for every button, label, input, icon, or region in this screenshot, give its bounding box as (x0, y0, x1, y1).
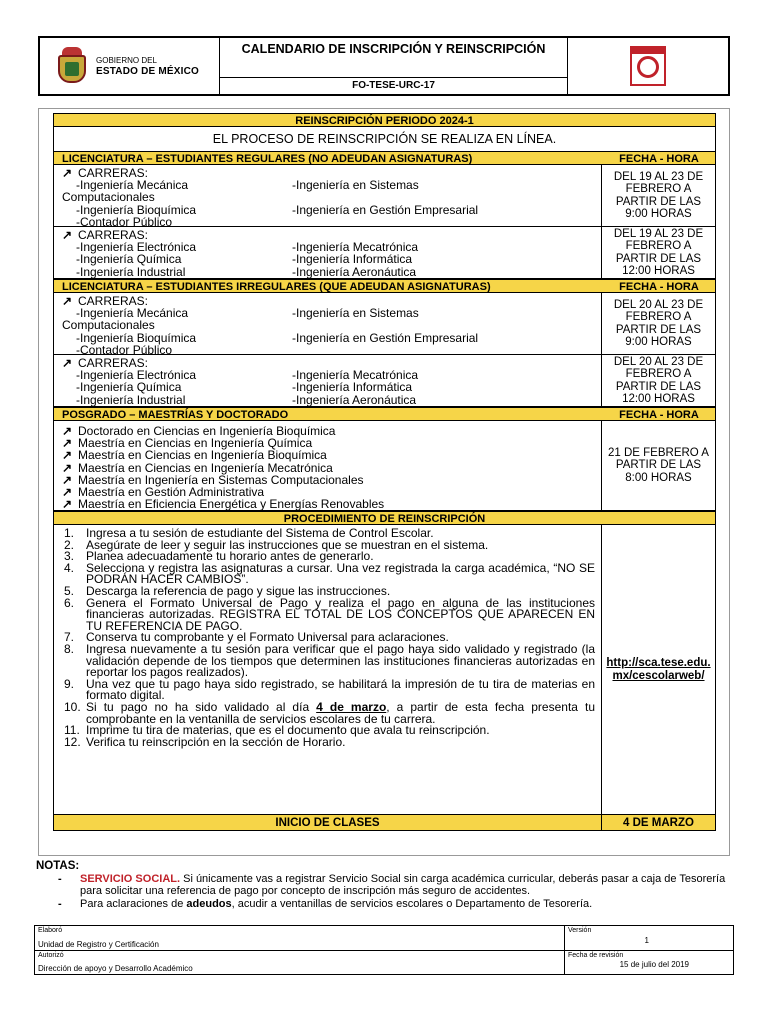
document-title: CALENDARIO DE INSCRIPCIÓN Y REINSCRIPCIÓN (220, 38, 567, 78)
career-item: -Ingeniería en Gestión Empresarial (292, 330, 479, 345)
autorizo-value: Dirección de apoyo y Desarrollo Académico (38, 964, 193, 973)
list-item: 7. Conserva tu comprobante y el Formato Universal para aclaraciones. (64, 630, 449, 645)
procedure-row (53, 525, 716, 815)
career-item: -Ingeniería Química (76, 380, 182, 395)
version-label: Versión (568, 927, 592, 934)
inicio-clases-row (53, 815, 716, 831)
arrow-bullet-icon: ↗ (62, 294, 73, 308)
section-title: LICENCIATURA – ESTUDIANTES IRREGULARES (QUE ADEUDAN ASIGNATURAS) (62, 281, 491, 293)
section-header-regulares (53, 151, 716, 165)
header-title-block (220, 38, 568, 94)
list-item: 11. Imprime tu tira de materias, que es el documento que avala tu reinscripción. (64, 723, 490, 738)
government-name (96, 55, 199, 77)
career-item: -Ingeniería Aeronáutica (292, 264, 417, 279)
note-item: - Para aclaraciones de adeudos, acudir a ventanillas de servicios escolares o Departamento de Tesorería. (58, 897, 593, 910)
career-item: -Ingeniería Industrial (76, 264, 186, 279)
list-item: 12. Verifica tu reinscripción en la sección de Horario. (64, 734, 346, 749)
notes-title: NOTAS: (36, 860, 80, 872)
career-item-continuation: Computacionales (62, 190, 155, 205)
gov-line1: GOBIERNO DEL (96, 56, 157, 65)
section-title: LICENCIATURA – ESTUDIANTES REGULARES (NO ADEUDAN ASIGNATURAS) (62, 153, 473, 165)
online-note: EL PROCESO DE REINSCRIPCIÓN SE REALIZA EN LÍNEA. (53, 127, 716, 151)
autorizo-label: Autorizó (38, 951, 64, 959)
government-logo-area (40, 38, 220, 94)
list-item: 6. Genera el Formato Universal de Pago y realiza el pago en alguna de las instituciones financieras autorizadas. REGISTRA EL TOTAL DE LOS CONCEPTOS QUE APARECEN EN TU REFERENCIA DE PAGO. (64, 595, 595, 633)
career-item: -Ingeniería Informática (292, 252, 413, 267)
arrow-bullet-icon: ↗ (62, 356, 73, 370)
career-item: -Ingeniería Mecatrónica (292, 368, 419, 383)
note-item: - SERVICIO SOCIAL. Si únicamente vas a registrar Servicio Social sin carga académica curricular, deberás pasar a caja de Tesorería para solicitar una referencia de pago por concepto de inscripción más seguro de accidentes. (58, 872, 726, 897)
gov-line2: ESTADO DE MÉXICO (96, 66, 200, 77)
arrow-bullet-icon: ↗ (62, 472, 73, 487)
posgrado-row (53, 421, 716, 511)
version-value: 1 (644, 935, 649, 945)
calendar-table (53, 113, 716, 831)
career-item: -Ingeniería Mecánica (76, 178, 189, 193)
arrow-bullet-icon: ↗ (62, 448, 73, 463)
inicio-label: INICIO DE CLASES (54, 815, 602, 830)
tese-logo-area (568, 38, 728, 94)
document-footer (34, 925, 734, 975)
schedule-date: DEL 19 AL 23 DE FEBRERO A PARTIR DE LAS 9:00 HORAS (613, 170, 704, 220)
tese-logo-icon (630, 46, 666, 86)
schedule-date: 21 DE FEBRERO A PARTIR DE LAS 8:00 HORAS (608, 446, 709, 484)
carreras-label: CARRERAS: (78, 356, 149, 370)
career-item: -Ingeniería Electrónica (76, 368, 197, 383)
list-item: ↗ Maestría en Gestión Administrativa (62, 485, 265, 500)
list-item: ↗ Maestría en Ciencias en Ingeniería Química (62, 436, 313, 451)
arrow-bullet-icon: ↗ (62, 485, 73, 500)
career-item: -Contador Público (76, 342, 173, 357)
carreras-label: CARRERAS: (78, 294, 149, 308)
list-item: 3. Planea adecuadamente tu horario antes de generarlo. (64, 549, 374, 564)
career-item: -Ingeniería en Sistemas (292, 178, 419, 193)
career-item: -Ingeniería Mecatrónica (292, 240, 419, 255)
control-escolar-link[interactable]: http://sca.tese.edu.mx/cescolarweb/ (606, 656, 711, 682)
section-header-posgrado (53, 407, 716, 421)
list-item: 2. Asegúrate de leer y seguir las instrucciones que se muestran en el sistema. (64, 537, 489, 552)
carreras-label: CARRERAS: (78, 166, 149, 180)
period-title: REINSCRIPCIÓN PERIODO 2024-1 (53, 113, 716, 127)
elaboro-label: Elaboró (38, 927, 63, 934)
list-item: 1. Ingresa a tu sesión de estudiante del Sistema de Control Escolar. (64, 526, 434, 540)
arrow-bullet-icon: ↗ (62, 497, 73, 512)
arrow-bullet-icon: ↗ (62, 228, 73, 242)
career-item: -Contador Público (76, 214, 173, 229)
career-item: -Ingeniería en Sistemas (292, 306, 419, 321)
highlight-date: 4 de marzo (316, 699, 387, 714)
document-code: FO-TESE-URC-17 (352, 80, 435, 91)
list-item: ↗ Maestría en Ciencias en Ingeniería Bioquímica (62, 448, 327, 463)
arrow-bullet-icon: ↗ (62, 436, 73, 451)
arrow-bullet-icon: ↗ (62, 166, 73, 180)
irregulares-group1-row (53, 293, 716, 355)
section-header-irregulares (53, 279, 716, 293)
arrow-bullet-icon: ↗ (62, 424, 73, 438)
fecha-revision-label: Fecha de revisión (568, 951, 624, 959)
list-item: ↗ Maestría en Eficiencia Energética y Energías Renovables (62, 497, 385, 512)
career-item: -Ingeniería Informática (292, 380, 413, 395)
arrow-bullet-icon: ↗ (62, 460, 73, 475)
career-item: -Ingeniería Bioquímica (76, 202, 197, 217)
schedule-date: DEL 20 AL 23 DE FEBRERO A PARTIR DE LAS 12:00 HORAS (613, 355, 704, 405)
career-item: -Ingeniería Mecánica (76, 306, 189, 321)
career-item: -Ingeniería Aeronáutica (292, 392, 417, 407)
regulares-group2-row (53, 227, 716, 279)
state-seal-icon (54, 45, 90, 87)
inicio-date: 4 DE MARZO (623, 817, 694, 829)
irregulares-group2-row (53, 355, 716, 407)
career-item-continuation: Computacionales (62, 318, 155, 333)
list-item: 4. Selecciona y registra las asignaturas a cursar. Una vez registrada la carga académica, “NO SE PODRÁN HACER CAMBIOS”. (64, 560, 595, 587)
list-item: 5. Descarga la referencia de pago y sigue las instrucciones. (64, 583, 391, 598)
list-item: 8. Ingresa nuevamente a tu sesión para verificar que el pago haya sido validado y registrado (la validación depende de los tiempos que determinen las instituciones financieras autorizadas en reportar los pagos realizados). (64, 641, 595, 680)
fecha-hora-label: FECHA - HORA (619, 281, 699, 293)
schedule-date: DEL 19 AL 23 DE FEBRERO A PARTIR DE LAS 12:00 HORAS (613, 227, 704, 277)
carreras-label: CARRERAS: (78, 228, 149, 242)
regulares-group1-row (53, 165, 716, 227)
procedure-title: PROCEDIMIENTO DE REINSCRIPCIÓN (53, 511, 716, 525)
fecha-hora-label: FECHA - HORA (619, 153, 699, 165)
career-item: -Ingeniería Bioquímica (76, 330, 197, 345)
list-item: ↗ Maestría en Ciencias en Ingeniería Mecatrónica (62, 460, 333, 475)
list-item: ↗ Maestría en Ingeniería en Sistemas Computacionales (62, 472, 364, 487)
note-emphasis: SERVICIO SOCIAL. (80, 872, 181, 885)
career-item: -Ingeniería en Gestión Empresarial (292, 202, 479, 217)
note-emphasis: adeudos (186, 897, 232, 910)
fecha-hora-label: FECHA - HORA (619, 409, 699, 421)
fecha-revision-value: 15 de julio del 2019 (619, 960, 689, 969)
section-title: POSGRADO – MAESTRÍAS Y DOCTORADO (62, 409, 289, 421)
career-item: -Ingeniería Industrial (76, 392, 186, 407)
list-item: ↗ Doctorado en Ciencias en Ingeniería Bioquímica (62, 424, 336, 438)
procedure-steps (64, 528, 595, 748)
list-item: 9. Una vez que tu pago haya sido registrado, se habilitará la impresión de tu tira de materias en formato digital. (64, 676, 595, 703)
list-item: 10. Si tu pago no ha sido validado al día 4 de marzo, a partir de esta fecha presenta tu comprobante en la ventanilla de servicios escolares de tu carrera. (64, 699, 595, 726)
career-item: -Ingeniería Química (76, 252, 182, 267)
elaboro-value: Unidad de Registro y Certificación (38, 939, 159, 949)
notes-section (36, 860, 736, 910)
career-item: -Ingeniería Electrónica (76, 240, 197, 255)
document-header (38, 36, 730, 96)
schedule-date: DEL 20 AL 23 DE FEBRERO A PARTIR DE LAS 9:00 HORAS (613, 298, 704, 348)
